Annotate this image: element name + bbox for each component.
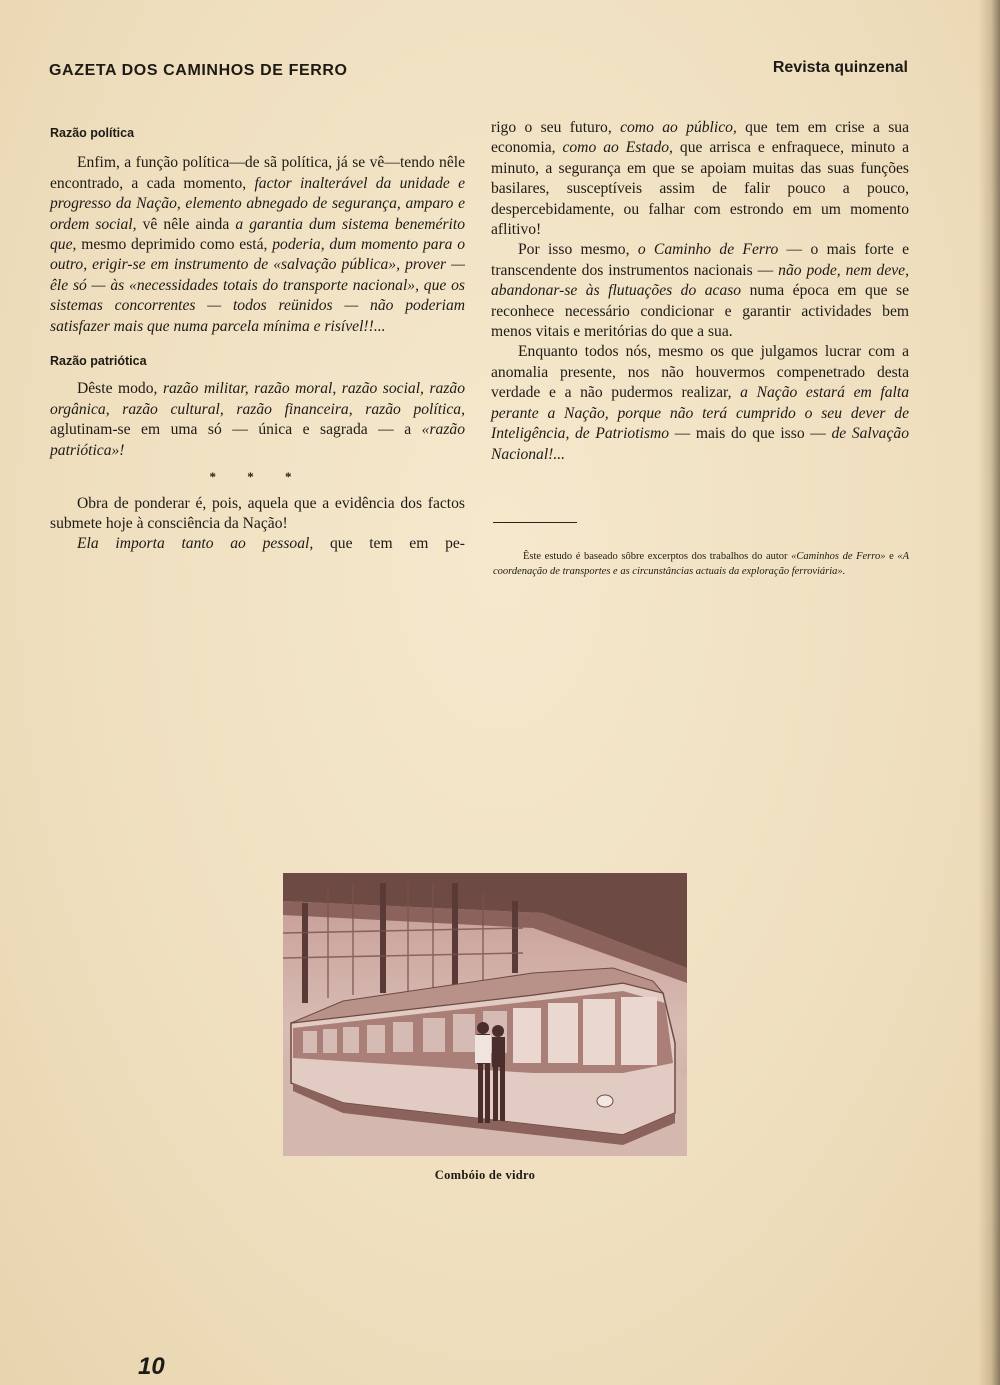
text-run: numa época em que se reconhece necessário condicionar e garantir actividades bem menos vitais e meritórias do que a sua.	[491, 282, 909, 341]
text-run: aglutinam-se em uma só — única e sagrada — a	[50, 421, 422, 439]
paragraph	[50, 153, 465, 337]
footnote	[493, 549, 909, 579]
italic-text: «razão patriótica»!	[50, 421, 465, 459]
section-title-razao-politica: Razão política	[50, 126, 135, 140]
section-separator: * * *	[209, 469, 306, 485]
italic-text: factor inalterável da unidade e progresso da Nação, elemento abnegado de segurança, amparo e ordem social,	[50, 174, 465, 233]
italic-text: de Salvação Nacional!...	[491, 425, 909, 463]
text-run: Enquanto todos nós, mesmo os que julgamos lucrar com a anomalia presente, nos não houvermos compenetrado desta verdade e a não pudermos realizar,	[491, 343, 909, 402]
text-run: Enfim, a função política—de sã política, já se vê—tendo nêle encontrado, a cada momento,	[50, 154, 465, 192]
paragraph	[50, 534, 465, 554]
italic-text: como ao público,	[620, 119, 737, 136]
paragraph	[491, 342, 909, 464]
italic-text: poderia, dum momento para o outro, erigir-se em instrumento de «salvação pública», prover — êle só — às «necessidades totais do transporte nacional», que os sistemas concorrentes — todos reünidos — não poderiam satisfazer mais que numa parcela mínima e risível!!...	[50, 236, 465, 335]
text-run: e	[885, 551, 898, 562]
italic-text: a Nação estará em falta perante a Nação, porque não terá cumprido o seu dever de Inteligência, de Patriotismo	[491, 384, 909, 443]
text-run: vê nêle ainda	[136, 215, 236, 233]
italic-text: «A coordenação de transportes e as circunstâncias actuais da exploração ferroviária».	[493, 551, 910, 577]
text-run: rigo o seu futuro,	[491, 119, 621, 136]
text-run: que arrisca e enfraquece, minuto a minuto, a segurança em que se apoiam muitas das suas funções basilares, susceptíveis assim de falir pouco a pouco, despercebidamente, ou falhar com estrondo em um momento aflitivo!	[491, 139, 909, 239]
italic-text: como ao Estado,	[562, 139, 673, 157]
text-run: Obra de ponderar é, pois, aquela que a evidência dos factos submete hoje à consciência da Nação!	[50, 494, 465, 532]
text-run: Dêste modo,	[77, 380, 163, 398]
italic-text: «Caminhos de Ferro»	[791, 551, 886, 562]
italic-text: razão militar, razão moral, razão social, razão orgânica, razão cultural, razão financeira, razão política,	[50, 380, 465, 418]
text-run: que tem em crise a sua economia,	[491, 119, 909, 157]
italic-text: a garantia dum sistema benemérito que,	[50, 215, 466, 254]
paragraph	[491, 240, 909, 342]
text-run: mesmo deprimido como está,	[76, 236, 273, 254]
right-column	[491, 118, 909, 465]
text-run: Por isso mesmo,	[518, 241, 638, 259]
footnote-rule	[493, 522, 577, 523]
text-run: — o mais forte e transcendente dos instrumentos nacionais —	[491, 241, 909, 279]
text-run: Êste estudo é baseado sôbre excerptos dos trabalhos do autor	[523, 551, 792, 562]
left-column	[50, 118, 465, 555]
page-number: 10	[138, 1353, 165, 1380]
glass-train-illustration	[283, 873, 687, 1156]
train-photo	[283, 873, 687, 1156]
italic-text: o Caminho de Ferro	[637, 241, 779, 259]
text-run: — mais do que isso —	[669, 425, 832, 443]
paragraph	[50, 379, 465, 461]
paragraph	[50, 494, 465, 535]
magazine-title: GAZETA DOS CAMINHOS DE FERRO	[49, 62, 348, 79]
text-run: que tem em pe-	[313, 535, 465, 553]
italic-text: Ela importa tanto ao pessoal,	[77, 535, 314, 553]
page-edge-shadow	[978, 0, 1000, 1385]
photo-caption: Combóio de vidro	[434, 1168, 536, 1182]
paragraph	[491, 118, 909, 240]
section-title-razao-patriotica: Razão patriótica	[50, 354, 147, 369]
italic-text: não pode, nem deve, abandonar-se às flutuações do acaso	[491, 261, 909, 300]
magazine-subtitle: Revista quinzenal	[772, 59, 908, 76]
